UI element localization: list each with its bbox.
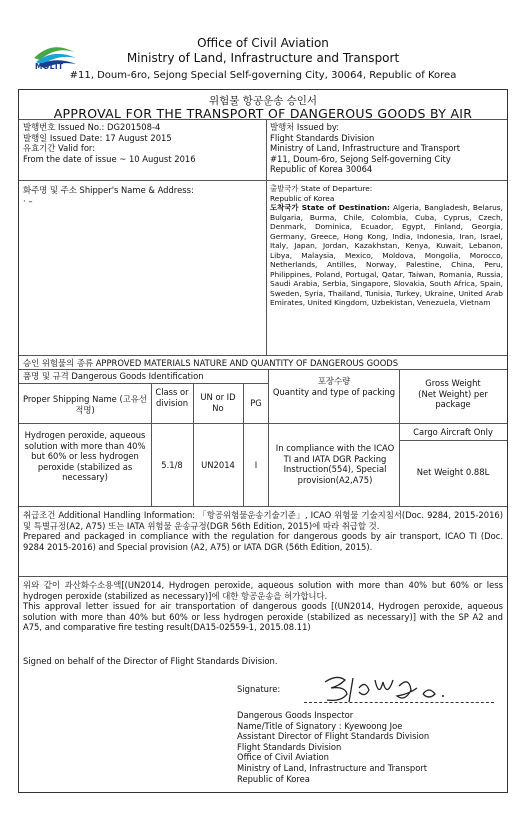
- col-gross-label: Gross Weight: [425, 378, 481, 388]
- inspector-block: [237, 710, 497, 784]
- col-gross-weight: [403, 378, 503, 410]
- inspector-line: Name/Title of Signatory : Kyewoong Joe: [237, 720, 403, 731]
- issuer-line: #11, Doum-6ro, Sejong Self-governing City: [270, 153, 451, 164]
- title-korean: 위험물 항공운송 승인서: [208, 95, 318, 107]
- inspector-line: Office of Civil Aviation: [237, 752, 329, 763]
- document-header: [0, 0, 526, 92]
- col-packing-korean: 포장수량: [317, 376, 351, 386]
- inspector-line: Dangerous Goods Inspector: [237, 710, 354, 720]
- title-english: APPROVAL FOR THE TRANSPORT OF DANGEROUS GOODS BY AIR: [53, 106, 473, 121]
- handling-english: Prepared and packaged in compliance with the regulation for dangerous goods by air transport, ICAO TI (Doc. 9284 2015-2016) and Special provision (A2, A75) or IATA DGR (56th Edition, 2015).: [23, 531, 503, 552]
- valid-for-label: 유효기간 Valid for:: [23, 143, 96, 154]
- handling-row: [19, 507, 507, 577]
- dg-table: [19, 370, 507, 507]
- shipper-destination-row: [19, 181, 507, 356]
- approved-heading-row: [19, 356, 507, 370]
- col-packing-label: Quantity and type of packing: [272, 386, 396, 397]
- approval-text: [23, 580, 503, 633]
- approved-heading: 승인 위험물의 종류 APPROVED MATERIALS NATURE AND QUANTITY OF DANGEROUS GOODS: [23, 358, 399, 368]
- ministry-name: Ministry of Land, Infrastructure and Transport: [126, 51, 400, 65]
- net-weight-value: Net Weight 0.88L: [416, 467, 490, 477]
- title-row: [19, 90, 507, 120]
- col-gross-sub: (Net Weight) per package: [418, 388, 488, 410]
- inspector-line: Assistant Director of Flight Standards Division: [237, 731, 430, 742]
- signature-label: Signature:: [237, 684, 281, 694]
- col-class: Class or division: [155, 387, 189, 408]
- departure-label: 출발국가 State of Departure:: [270, 184, 373, 193]
- logo-text: MOLIT: [35, 62, 64, 71]
- col-un-no: UN or ID No: [200, 392, 236, 413]
- approval-document: [18, 89, 508, 793]
- shipper-info: [23, 185, 259, 206]
- proper-shipping-name-value: Hydrogen peroxide, aqueous solution with more than 40% but 60% or less hydrogen peroxide (stabilized as necessary): [24, 430, 146, 483]
- cargo-aircraft-only: Cargo Aircraft Only: [413, 427, 493, 437]
- issuer-line: Republic of Korea 30064: [270, 164, 373, 175]
- departure-info: [270, 184, 503, 308]
- destination-block: [270, 203, 503, 308]
- signed-on-behalf: Signed on behalf of the Director of Flight Standards Division.: [23, 656, 278, 666]
- ministry-address: #11, Doum-6ro, Sejong Special Self-governing City, 30064, Republic of Korea: [69, 70, 457, 81]
- inspector-line: Republic of Korea: [237, 773, 310, 784]
- col-packing: [271, 376, 397, 397]
- un-value: UN2014: [201, 460, 235, 470]
- issued-no: 발행번호 Issued No.: DG201508-4: [23, 122, 161, 132]
- approval-english: This approval letter issued for air transportation of dangerous goods [(UN2014, Hydrogen peroxide, aqueous solution with more than 40% but 60% or less hydrogen peroxide (stabilized as necessary)] with the SP A2 and A75, and comparative fire testing result(DA15-02559-1, 2015.08.11): [23, 601, 503, 633]
- issuer-label: 발행처 Issued by:: [270, 122, 340, 132]
- issuer-line: Flight Standards Division: [270, 132, 375, 143]
- col-pg: PG: [250, 398, 262, 408]
- issued-date: 발행일 Issued Date: 17 August 2015: [23, 132, 172, 143]
- packing-value: In compliance with the ICAO TI and IATA DGR Packing Instruction(554), Special provision(A2,A75): [275, 443, 395, 485]
- col-proper-shipping-name: Proper Shipping Name (고유선적명): [23, 394, 147, 415]
- dg-id-heading: 품명 및 규격 Dangerous Goods Identification: [23, 371, 204, 381]
- departure-value: Republic of Korea: [270, 193, 335, 203]
- issuer-line: Ministry of Land, Infrastructure and Transport: [270, 143, 461, 154]
- pg-value: I: [254, 460, 258, 470]
- shipper-value: · –: [23, 195, 33, 206]
- approval-korean: 위와 같이 과산화수소용액[(UN2014, Hydrogen peroxide, aqueous solution with more than 40% but 60% or less hydrogen peroxide (stabilized as necessary)]에 대한 항공운송을 허가합니다.: [23, 580, 503, 601]
- issue-row: [19, 120, 507, 181]
- handling-korean: 취급조건 Additional Handling Information: 「항공위험물운송기술기준」, ICAO 위험물 기술지침서(Doc. 9284, 2015-2016) 및 특별규정(A2, A75) 또는 IATA 위험물 운송규정(DGR 56th Edition, 2015)에 따라 취급할 것.: [23, 510, 503, 531]
- issue-info: [23, 122, 259, 164]
- destination-value: Algeria, Bangladesh, Belarus, Bulgaria, Burma, Chile, Colombia, Cuba, Cyprus, Czech, Denmark, Dominica, Ecuador, Egypt, Finland, Georgia, Germany, Greece, Hong Kong, India, Indonesia, Iran, Israel, Italy, Japan, Jordan, Kazakhstan, Kenya, Kuwait, Lebanon, Libya, Malaysia, Mexico, Moldova, Mongolia, Morocco, Netherlands, Antilles, Norway, Palestine, China, Peru, Philippines, Poland, Portugal, Qatar, Taiwan, Romania, Russia, Saudi Arabia, Serbia, Singapore, Slovakia, South Africa, Spain, Sweden, Syria, Thailand, Tunisia, Turkey, Ukraine, United Arab Emirates, United Kingdom, Uzbekistan, Venezuela, Vietnam: [270, 203, 503, 307]
- issuer-info: [270, 122, 504, 175]
- destination-label: 도착국가 State of Destination:: [270, 203, 390, 212]
- handling-info: [23, 510, 503, 552]
- shipper-label: 화주명 및 주소 Shipper's Name & Address:: [23, 185, 194, 195]
- inspector-line: Ministry of Land, Infrastructure and Transport: [237, 762, 428, 773]
- inspector-line: Flight Standards Division: [237, 741, 342, 752]
- class-value: 5.1/8: [161, 460, 183, 470]
- valid-range: From the date of issue ~ 10 August 2016: [23, 153, 196, 164]
- office-name: Office of Civil Aviation: [197, 36, 329, 50]
